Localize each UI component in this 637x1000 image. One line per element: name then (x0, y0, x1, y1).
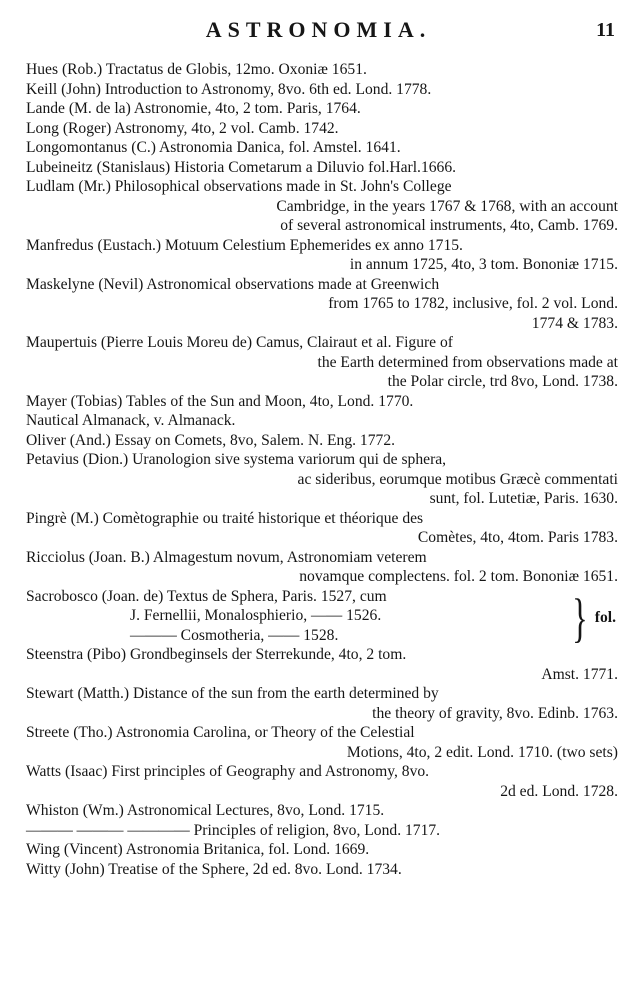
entry-line: in annum 1725, 4to, 3 tom. Bononiæ 1715. (349, 256, 618, 273)
entry-line: Ricciolus (Joan. B.) Almagestum novum, Astronomiam veterem (26, 548, 427, 566)
entry-line: Amst. 1771. (541, 665, 618, 683)
catalog-entry (26, 158, 622, 178)
entry-line: ——— Cosmotheria, —— 1528. (130, 626, 339, 644)
entry-line: ——— ——— ———— Principles of religion, 8vo, Lond. 1717. (26, 821, 441, 839)
catalog-entry (26, 392, 622, 412)
catalog-entry (26, 762, 622, 801)
catalog-entry (26, 801, 622, 821)
brace-label: fol. (594, 608, 616, 626)
entry-line: of several astronomical instruments, 4to, Camb. 1769. (280, 217, 618, 234)
catalog-entry (26, 840, 622, 860)
entry-line: Nautical Almanack, v. Almanack. (26, 412, 236, 429)
entry-line: Lubeineitz (Stanislaus) Historia Cometarum a Diluvio fol.Harl.1666. (26, 158, 457, 176)
catalog-entry (26, 860, 622, 880)
entry-line: Ludlam (Mr.) Philosophical observations made in St. John's College (26, 178, 452, 195)
entry-line: Hues (Rob.) Tractatus de Globis, 12mo. Oxoniæ 1651. (26, 61, 367, 78)
entry-line: Longomontanus (C.) Astronomia Danica, fol. Amstel. 1641. (26, 139, 401, 156)
entry-line: the theory of gravity, 8vo. Edinb. 1763. (372, 704, 618, 722)
entry-line: Stewart (Matth.) Distance of the sun from the earth determined by (26, 685, 439, 702)
entry-line: the Earth determined from observations made at (317, 353, 618, 371)
entry-line: Maskelyne (Nevil) Astronomical observations made at Greenwich (26, 275, 440, 293)
catalog-entry (26, 236, 622, 275)
page-number: 11 (596, 19, 615, 41)
entry-line: Long (Roger) Astronomy, 4to, 2 vol. Camb. 1742. (26, 119, 339, 137)
catalog-entry (26, 684, 622, 723)
entry-line: J. Fernellii, Monalosphierio, —— 1526. (130, 607, 382, 624)
catalog-entry (26, 411, 622, 431)
entry-line: Whiston (Wm.) Astronomical Lectures, 8vo, Lond. 1715. (26, 802, 385, 819)
catalog-entry (26, 119, 622, 139)
catalog-entry (26, 80, 622, 100)
page-title: ASTRONOMIA. (205, 17, 432, 42)
entry-line: Mayer (Tobias) Tables of the Sun and Moon, 4to, Lond. 1770. (26, 392, 414, 410)
entry-line: Comètes, 4to, 4tom. Paris 1783. (417, 529, 618, 546)
catalog-entry (26, 99, 622, 119)
entry-line: Oliver (And.) Essay on Comets, 8vo, Salem. N. Eng. 1772. (26, 431, 396, 449)
entry-line: Streete (Tho.) Astronomia Carolina, or Theory of the Celestial (26, 724, 415, 741)
catalog-entry (26, 723, 622, 762)
catalog-entry-sacrobosco (26, 587, 622, 646)
catalog-entry (26, 645, 622, 684)
catalog-entry (26, 821, 622, 841)
entry-line: Sacrobosco (Joan. de) Textus de Sphera, Paris. 1527, cum (26, 587, 387, 605)
entry-line: Witty (John) Treatise of the Sphere, 2d ed. 8vo. Lond. 1734. (26, 860, 402, 878)
catalog-entry (26, 60, 622, 80)
catalog-entry (26, 509, 622, 548)
entry-line: ac sideribus, eorumque motibus Græcè commentati (297, 470, 618, 488)
entry-line: Watts (Isaac) First principles of Geography and Astronomy, 8vo. (26, 763, 430, 780)
catalog-entry (26, 431, 622, 451)
curly-brace-icon: } (572, 587, 588, 648)
entry-line: Motions, 4to, 2 edit. Lond. 1710. (two sets) (346, 743, 618, 761)
entry-line: Wing (Vincent) Astronomia Britanica, fol. Lond. 1669. (26, 841, 370, 858)
entry-line: Steenstra (Pibo) Grondbeginsels der Sterrekunde, 4to, 2 tom. (26, 646, 407, 663)
brace-group (567, 589, 616, 647)
entry-line: novamque complectens. fol. 2 tom. Bononiæ 1651. (299, 568, 618, 585)
entry-line: Keill (John) Introduction to Astronomy, 8vo. 6th ed. Lond. 1778. (26, 80, 432, 98)
catalog-entry (26, 333, 622, 392)
catalog-entries (26, 60, 622, 879)
entry-line: 2d ed. Lond. 1728. (500, 782, 618, 800)
catalog-entry (26, 450, 622, 509)
catalog-entry (26, 548, 622, 587)
entry-line: 1774 & 1783. (531, 314, 618, 332)
entry-line: Cambridge, in the years 1767 & 1768, with an account (276, 197, 618, 215)
entry-line: Manfredus (Eustach.) Motuum Celestium Ephemerides ex anno 1715. (26, 236, 463, 254)
entry-line: from 1765 to 1782, inclusive, fol. 2 vol. Lond. (328, 295, 618, 312)
entry-line: Lande (M. de la) Astronomie, 4to, 2 tom. Paris, 1764. (26, 100, 361, 117)
catalog-entry (26, 138, 622, 158)
entry-line: the Polar circle, trd 8vo, Lond. 1738. (387, 373, 618, 390)
entry-line: Petavius (Dion.) Uranologion sive systema variorum qui de sphera, (26, 451, 447, 468)
catalog-entry (26, 275, 622, 334)
catalog-entry (26, 177, 622, 236)
entry-line: Pingrè (M.) Comètographie ou traité historique et théorique des (26, 509, 424, 527)
entry-line: Maupertuis (Pierre Louis Moreu de) Camus, Clairaut et al. Figure of (26, 334, 453, 351)
entry-line: sunt, fol. Lutetiæ, Paris. 1630. (429, 490, 618, 507)
